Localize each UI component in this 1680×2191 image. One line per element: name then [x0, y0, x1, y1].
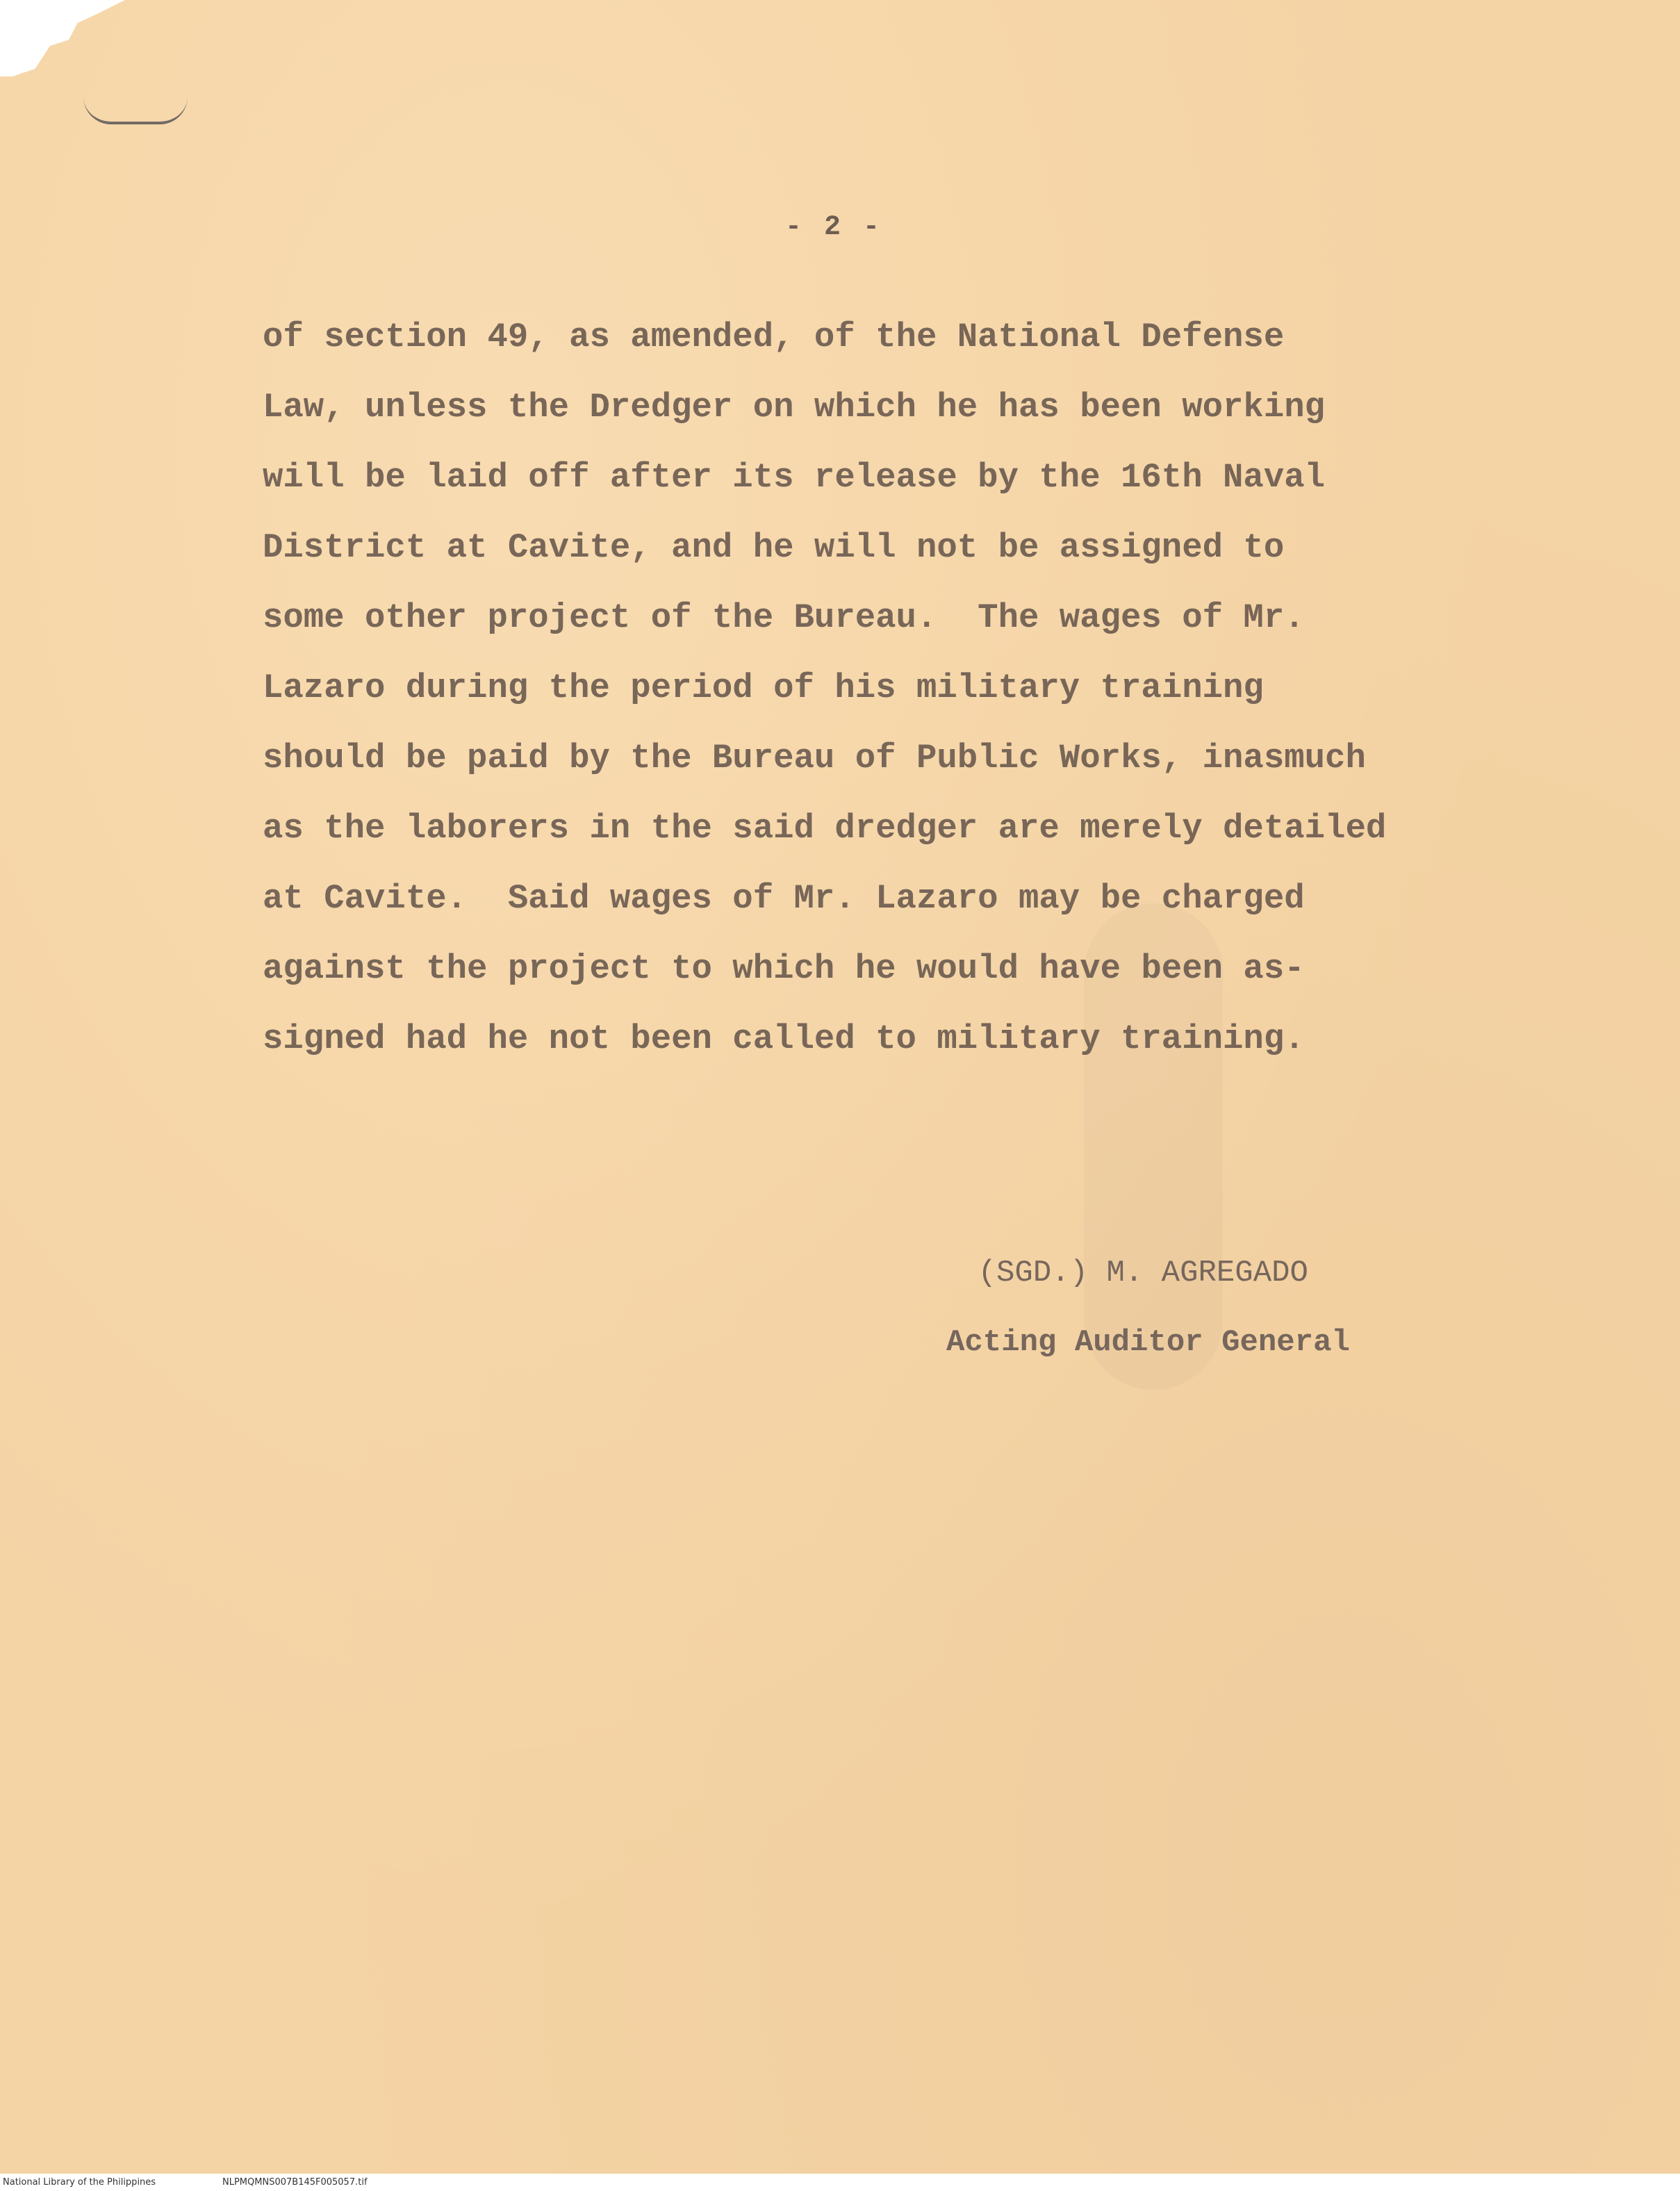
pencil-mark: [83, 87, 188, 124]
body-line: against the project to which he would have been as-: [263, 949, 1305, 988]
body-line: of section 49, as amended, of the National Defense: [263, 318, 1285, 356]
scan-footer: [0, 2174, 1680, 2191]
body-line: at Cavite. Said wages of Mr. Lazaro may be charged: [263, 879, 1305, 918]
body-line: some other project of the Bureau. The wages of Mr.: [263, 598, 1305, 637]
body-line: District at Cavite, and he will not be assigned to: [263, 528, 1285, 567]
body-text: [263, 316, 1430, 1088]
body-line: will be laid off after its release by the 16th Naval: [263, 458, 1326, 497]
torn-corner: [0, 0, 125, 76]
signature-block: [905, 1221, 1350, 1429]
body-line: should be paid by the Bureau of Public Works, inasmuch: [263, 739, 1366, 778]
signatory-title: Acting Auditor General: [946, 1325, 1350, 1360]
body-line: as the laborers in the said dredger are merely detailed: [263, 809, 1387, 848]
body-line: Law, unless the Dredger on which he has been working: [263, 388, 1326, 427]
signatory-name: (SGD.) M. AGREGADO: [978, 1256, 1308, 1290]
footer-institution: National Library of the Philippines: [3, 2177, 156, 2188]
body-line: Lazaro during the period of his military training: [263, 668, 1264, 707]
page-number: - 2 -: [785, 212, 883, 243]
body-line: signed had he not been called to military training.: [263, 1019, 1305, 1058]
footer-filename: NLPMQMNS007B145F005057.tif: [222, 2177, 368, 2188]
